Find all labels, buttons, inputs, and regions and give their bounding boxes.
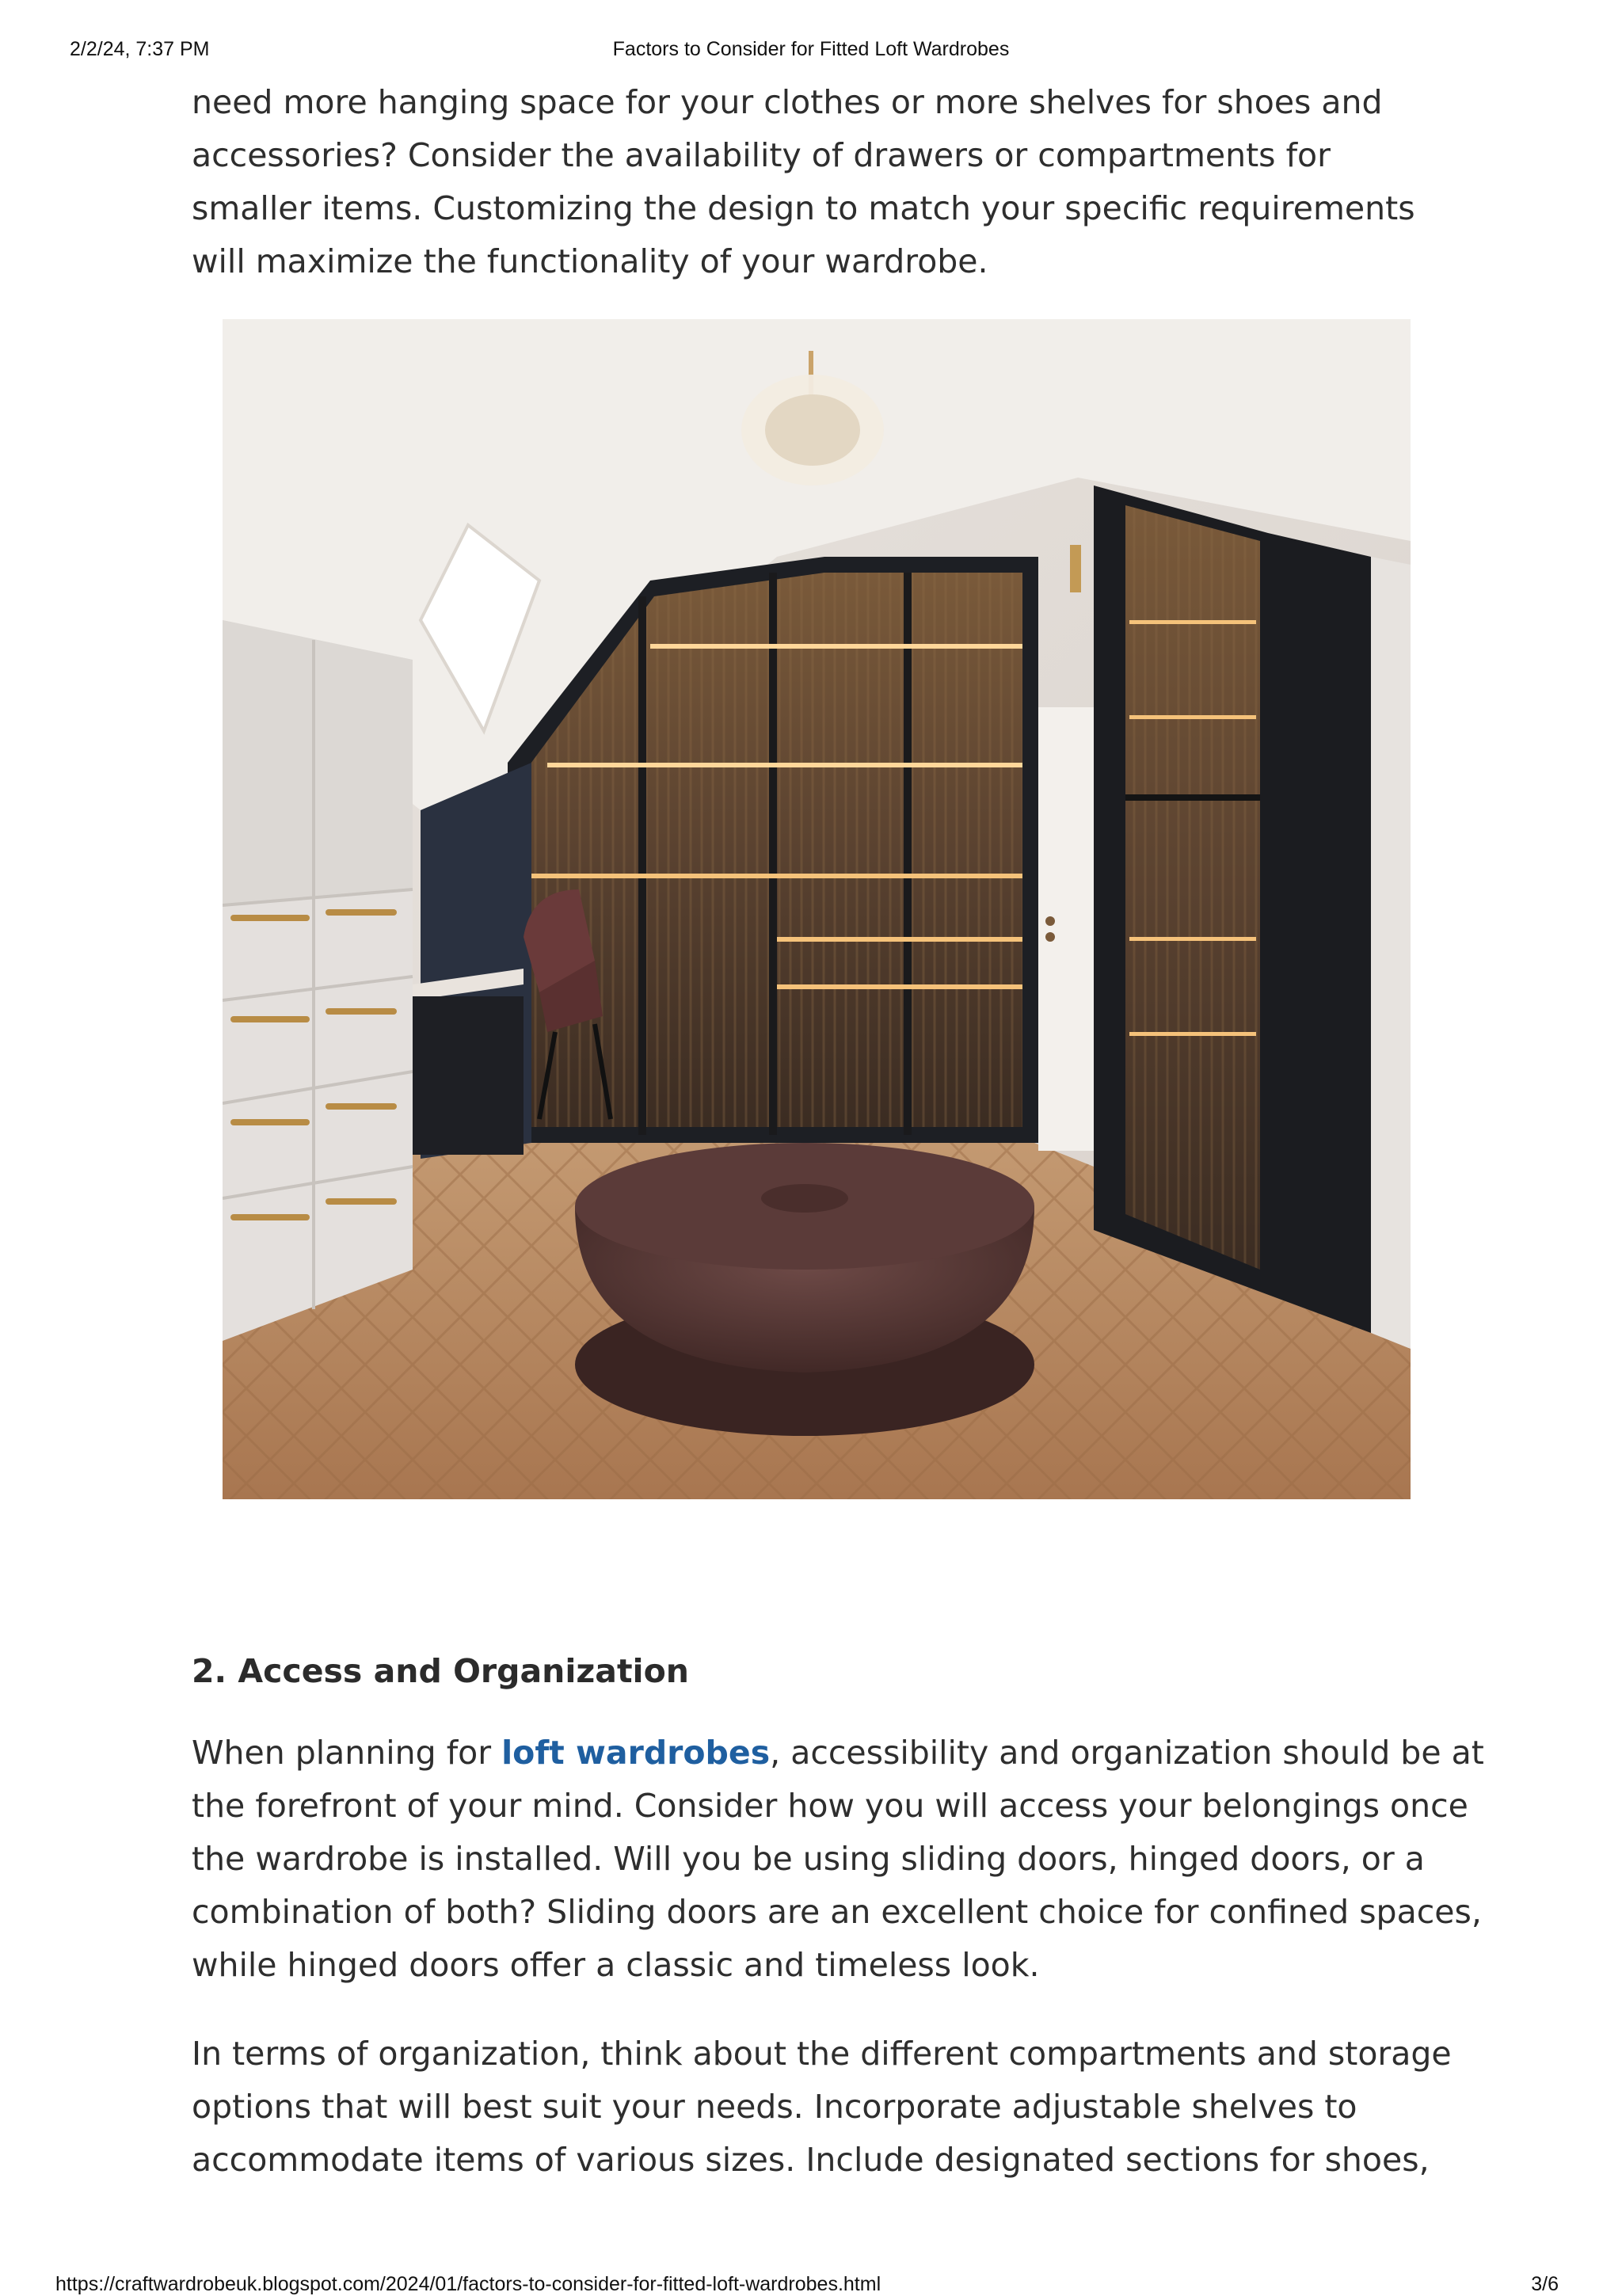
intro-paragraph: need more hanging space for your clothes or more shelves for shoes and accessories? Consider the availability of drawers or compartments for smaller items. Customizing the design to match your specific requirements will maximize the functionality of your wardrobe.: [192, 83, 1415, 280]
print-page-title: Factors to Consider for Fitted Loft Wardrobes: [612, 38, 1010, 60]
print-url: https://craftwardrobeuk.blogspot.com/2024/01/factors-to-consider-for-fitted-loft-wardrobes.html: [55, 2273, 881, 2295]
access-text-after: , accessibility and organization should be at the forefront of your mind. Consider how you will access your belongings once the wardrobe is installed. Will you be using sliding doors, hinged doors, or a combination of both? Sliding doors are an excellent choice for confined spaces, while hinged doors offer a classic and timeless look.: [192, 1734, 1484, 1984]
print-footer: [0, 2273, 1622, 2294]
section-heading: 2. Access and Organization: [192, 1652, 689, 1690]
organization-paragraph: In terms of organization, think about the different compartments and storage options that will best suit your needs. Incorporate adjustable shelves to accommodate items of various sizes. Include designated sections for shoes,: [192, 2035, 1452, 2179]
loft-wardrobe-photo: [223, 319, 1411, 1499]
print-page-number: 3/6: [1531, 2273, 1559, 2295]
loft-wardrobes-link[interactable]: loft wardrobes: [501, 1734, 771, 1772]
print-header: [0, 38, 1622, 65]
access-paragraph: [192, 1727, 1491, 1992]
print-datetime: 2/2/24, 7:37 PM: [70, 38, 210, 60]
access-text-before: When planning for: [192, 1734, 502, 1772]
